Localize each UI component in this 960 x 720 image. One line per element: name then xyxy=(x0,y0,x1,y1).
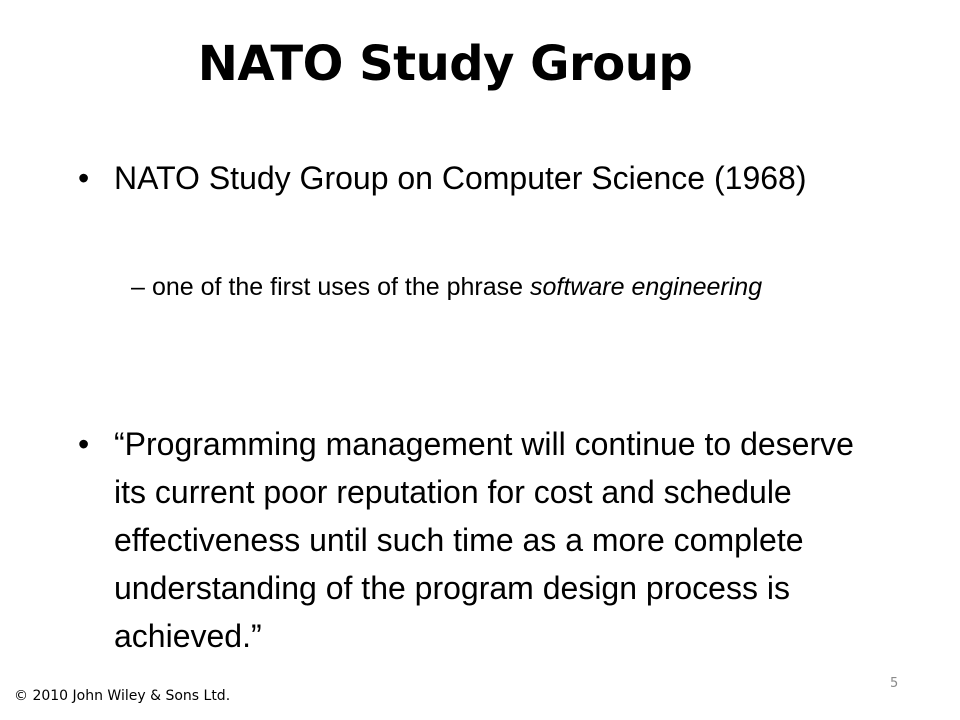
copyright-footer: © 2010 John Wiley & Sons Ltd. xyxy=(14,688,231,704)
sub-bullet-1-text xyxy=(152,266,872,309)
bullet-mark: • xyxy=(78,426,90,462)
slide-title: NATO Study Group xyxy=(197,36,693,92)
dash-mark: – xyxy=(131,273,145,301)
bullet-2-quote: “Programming management will continue to deserve its current poor reputation for cost and schedule effectiveness until such time as a more complete understanding of the program design process is achieved.” xyxy=(114,426,854,654)
bullet-1-text: NATO Study Group on Computer Science (1968) xyxy=(114,160,807,196)
page-number: 5 xyxy=(890,676,899,691)
sub-bullet-plain: one of the first uses of the phrase xyxy=(152,273,531,301)
bullet-mark: • xyxy=(78,160,90,196)
sub-bullet-italic: software engineering xyxy=(530,273,763,301)
